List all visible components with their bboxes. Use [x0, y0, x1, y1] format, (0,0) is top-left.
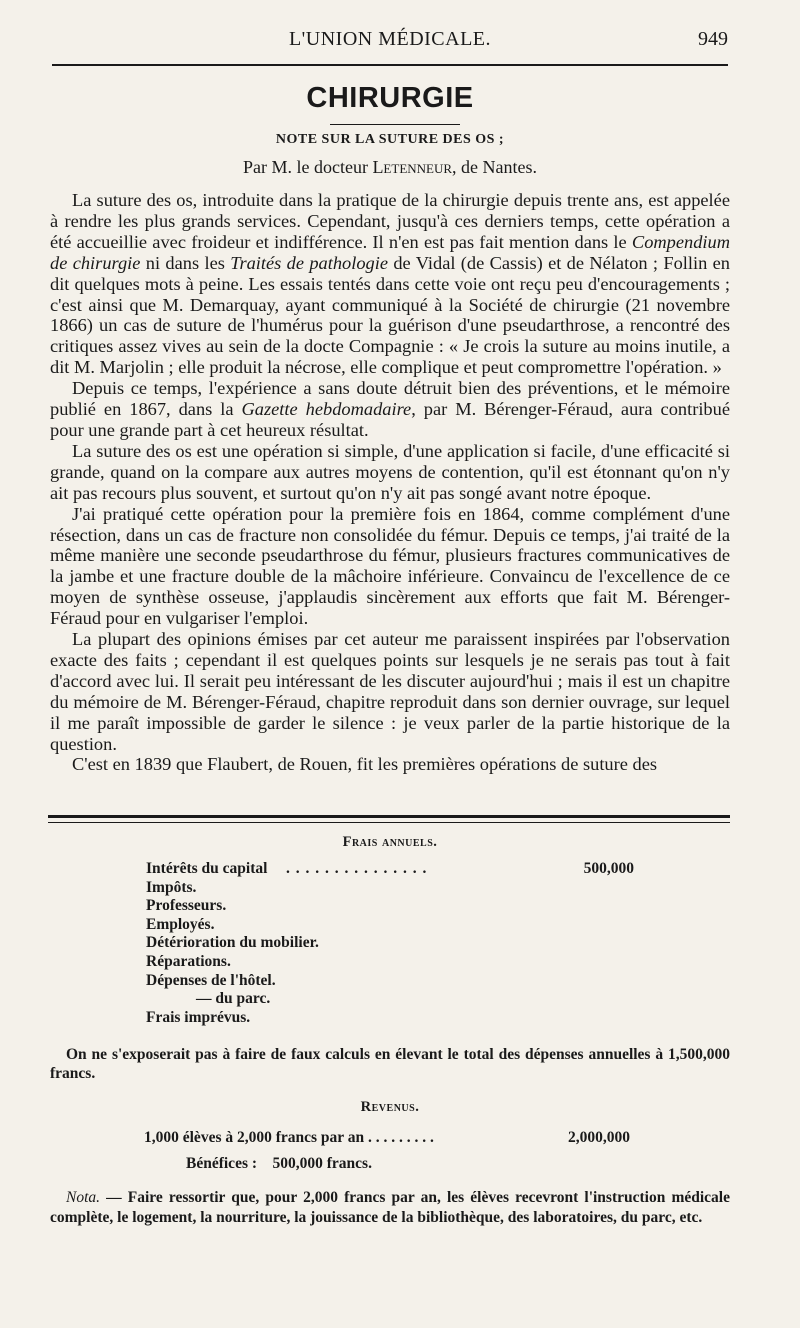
italic-title: Compendium de chirurgie — [50, 231, 730, 273]
text-segment: C'est en 1839 que Flaubert, de Rouen, fit les premières opérations de suture des — [72, 754, 658, 775]
byline — [0, 157, 780, 178]
byline-suffix: , de Nantes. — [452, 157, 538, 177]
text-segment: de Vidal (de Cassis) et de Nélaton ; Follin en dit quelques mots à peine. Les essais tentés dans cette voie ont reçu peu d'encouragements ; c'est ainsi que M. Demarquay, ayant communiqué à la Société de chirurgie (21 novembre 1866) un cas de suture de l'humérus pour la guérison d'une pseudarthrose, a rencontré des critiques assez vives au sein de la docte Compagnie : « Je crois la suture au moins inutile, a dit M. Marjolin ; elle produit la nécrose, elle complique et peut compromettre l'opération. » — [50, 252, 730, 378]
header-rule — [52, 64, 728, 66]
nota-paragraph — [50, 1188, 730, 1227]
article-body — [50, 190, 730, 775]
frais-item — [146, 916, 646, 935]
frais-item — [146, 897, 646, 916]
page-number: 949 — [698, 28, 728, 50]
article-paragraph — [50, 441, 730, 504]
section-rule — [330, 124, 460, 125]
article-paragraph — [50, 754, 730, 775]
author-name: Letenneur — [372, 157, 453, 177]
frais-item-label: Employés. — [146, 915, 215, 933]
frais-item — [146, 990, 646, 1009]
text-segment: La suture des os est une opération si simple, d'une application si facile, d'une efficacité si grande, quand on la compare aux autres moyens de contention, qu'il est étonnant qu'on n'y ait pas recours plus souvent, et surtout qu'on n'y ait pas songé avant notre époque. — [50, 440, 730, 503]
italic-title: Gazette hebdomadaire — [241, 399, 412, 420]
article-paragraph — [50, 190, 730, 378]
frais-item — [146, 953, 646, 972]
frais-item-label: Réparations. — [146, 952, 231, 970]
revenus-leader: . . . . . . . . . — [368, 1129, 434, 1146]
frais-item-label: Impôts. — [146, 878, 197, 896]
revenus-title: Revenus. — [360, 1099, 420, 1115]
article-paragraph — [50, 378, 730, 441]
article-paragraph — [50, 629, 730, 754]
text-segment: J'ai pratiqué cette opération pour la première fois en 1864, comme complément d'une résection, dans un cas de fracture non consolidée du fémur. Depuis ce temps, j'ai traité de la même manière une seconde pseudarthrose du fémur, plusieurs fractures communicatives de la jambe et une fracture double de la mâchoire inférieure. Convaincu de l'excellence de ce moyen de synthèse osseuse, j'applaudis sincèrement aux efforts que fait M. Bérenger-Féraud pour en vulgariser l'emploi. — [50, 503, 730, 629]
frais-item — [146, 879, 646, 898]
revenus-line-eleves — [144, 1129, 644, 1147]
frais-item-label: Détérioration du mobilier. — [146, 934, 319, 952]
frais-item-label: Frais imprévus. — [146, 1008, 251, 1026]
revenus-line-benefices — [186, 1155, 686, 1173]
benefices-amount: 500,000 francs. — [272, 1155, 372, 1172]
text-segment: ni dans les — [140, 252, 231, 273]
frais-item-amount: 500,000 — [583, 860, 634, 877]
article-title: NOTE SUR LA SUTURE DES OS ; — [275, 132, 505, 147]
frais-item-label: Professeurs. — [146, 897, 227, 915]
separator-rule-thin — [48, 822, 730, 823]
frais-item — [146, 972, 646, 991]
frais-item-label: — du parc. — [196, 990, 271, 1008]
frais-list — [146, 860, 646, 1027]
revenus-eleves-label: 1,000 élèves à 2,000 francs par an — [144, 1129, 365, 1146]
byline-prefix: Par M. le docteur — [242, 157, 373, 177]
text-segment: La plupart des opinions émises par cet auteur me paraissent inspirées par l'observation exacte des faits ; cependant il est quelques points sur lesquels je ne serais pas tout à fait d'accord avec lui. Il serait peu intéressant de les discuter aujourd'hui ; mais il est un chapitre du mémoire de M. Bérenger-Féraud, chapitre reproduit dans son dernier ouvrage, sur lequel il me paraît impossible de garder le silence : je veux parler de la partie historique de la question. — [50, 629, 730, 754]
running-head — [52, 28, 728, 58]
benefices-label: Bénéfices : — [186, 1155, 258, 1172]
frais-item — [146, 1009, 646, 1028]
article-paragraph — [50, 504, 730, 629]
frais-title: Frais annuels. — [342, 834, 438, 850]
frais-note-text: On ne s'exposerait pas à faire de faux calculs en élevant le total des dépenses annuelles à 1,500,000 francs. — [50, 1046, 730, 1082]
frais-item-label: Intérêts du capital — [146, 860, 268, 877]
frais-item — [146, 860, 646, 879]
text-segment: La suture des os, introduite dans la pratique de la chirurgie depuis trente ans, est appelée à rendre les plus grands services. Cependant, jusqu'à ces derniers temps, cette opération a été accueillie avec froideur et indifférence. Il n'en est pas fait mention dans le — [50, 190, 730, 252]
separator-rule-thick — [48, 815, 730, 818]
italic-title: Traités de pathologie — [230, 252, 389, 273]
section-title: CHIRURGIE — [306, 82, 474, 114]
text-segment: , par M. Bérenger-Féraud, aura contribué pour une grande part à cet heureux résultat. — [50, 399, 730, 440]
nota-lead: Nota. — [66, 1189, 101, 1206]
nota-text: — Faire ressortir que, pour 2,000 francs par an, les élèves recevront l'instruction médicale complète, le logement, la nourriture, la jouissance de la bibliothèque, des laboratoires, du parc, etc. — [50, 1189, 730, 1226]
frais-note — [50, 1045, 730, 1083]
frais-item — [146, 934, 646, 953]
journal-title: L'UNION MÉDICALE. — [288, 28, 492, 50]
text-segment: Depuis ce temps, l'expérience a sans doute détruit bien des préventions, et le mémoire publié en 1867, dans la — [50, 378, 730, 420]
revenus-eleves-amount: 2,000,000 — [568, 1129, 630, 1146]
frais-item-leader: . . . . . . . . . . . . . . . — [286, 860, 428, 877]
frais-item-label: Dépenses de l'hôtel. — [146, 971, 276, 989]
